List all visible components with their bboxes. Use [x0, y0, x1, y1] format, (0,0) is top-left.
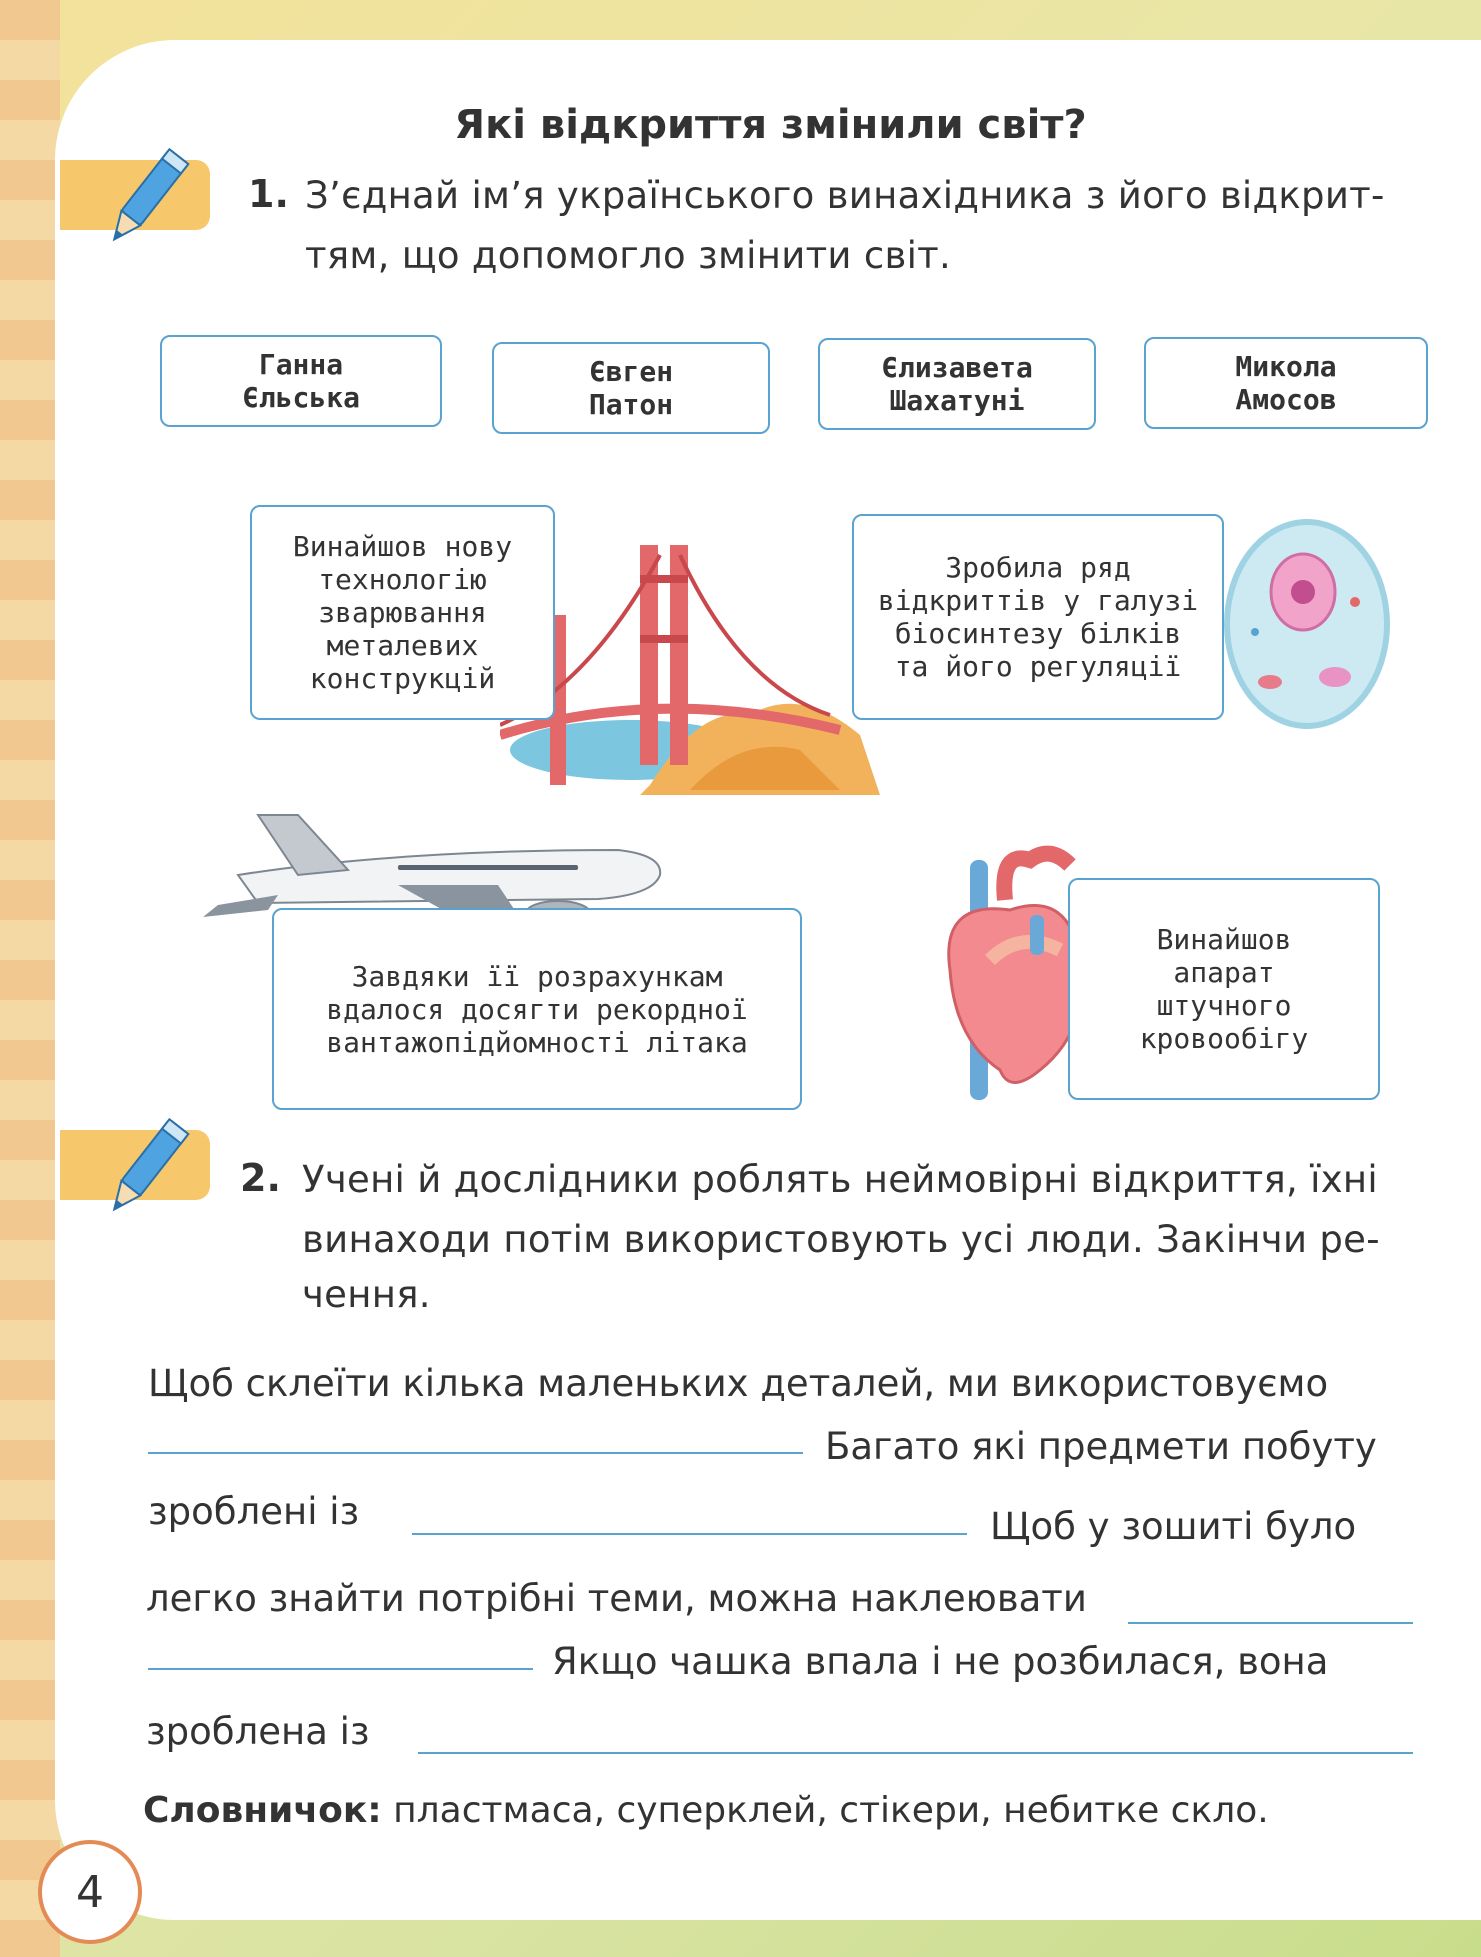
sentence-line3-start: зроблені із — [148, 1490, 360, 1533]
dictionary — [143, 1790, 1269, 1831]
name-box-yelska[interactable] — [160, 335, 442, 427]
answer-blank-5[interactable] — [418, 1752, 1413, 1754]
name-box-shakhatuni[interactable] — [818, 338, 1096, 430]
answer-blank-1[interactable] — [148, 1452, 803, 1454]
sentence-line1: Щоб склеїти кілька маленьких деталей, ми використовуємо — [148, 1362, 1329, 1405]
name-line: Євген — [588, 355, 674, 388]
task1-text-line1: З’єднай ім’я українського винахідника з його відкрит- — [305, 174, 1385, 217]
pencil-icon — [95, 140, 195, 260]
sentence-line2: Багато які предмети побуту — [825, 1425, 1377, 1468]
name-line: Єльська — [241, 381, 360, 414]
name-box-amosov[interactable] — [1144, 337, 1428, 429]
dictionary-label: Словничок: — [143, 1790, 382, 1831]
name-line: Ганна — [258, 348, 344, 381]
desc-box-aircraft[interactable]: Завдяки її розрахункам вдалося досягти рекордної вантажопідйомності літака — [272, 908, 802, 1110]
task2-text-line3: чення. — [302, 1273, 431, 1316]
page-title: Які відкриття змінили світ? — [454, 102, 1087, 148]
bridge-illustration — [500, 535, 880, 795]
name-line: Патон — [588, 388, 674, 421]
cell-illustration — [1215, 512, 1400, 737]
dictionary-words: пластмаса, суперклей, стікери, небитке скло. — [381, 1790, 1269, 1831]
answer-blank-3[interactable] — [1128, 1622, 1413, 1624]
name-line: Єлизавета — [881, 351, 1033, 384]
task1-text-line2: тям, що допомогло змінити світ. — [305, 234, 952, 277]
name-box-paton[interactable] — [492, 342, 770, 434]
desc-box-biosynthesis[interactable]: Зробила ряд відкриттів у галузі біосинтезу білків та його регуляції — [852, 514, 1224, 720]
desc-box-heart[interactable]: Винайшов апарат штучного кровообігу — [1068, 878, 1380, 1100]
sentence-line4: легко знайти потрібні теми, можна наклеювати — [146, 1577, 1087, 1620]
task1-number: 1. — [248, 172, 289, 216]
desc-box-welding[interactable]: Винайшов нову технологію зварювання металевих конструкцій — [250, 505, 555, 720]
page-number: 4 — [38, 1840, 142, 1944]
name-line: Микола — [1235, 350, 1337, 383]
name-line: Шахатуні — [889, 384, 1025, 417]
task2-text-line2: винаходи потім використовують усі люди. Закінчи ре- — [302, 1218, 1380, 1261]
sentence-line6-start: зроблена із — [146, 1710, 370, 1753]
answer-blank-4[interactable] — [148, 1668, 533, 1670]
name-line: Амосов — [1235, 383, 1337, 416]
task2-number: 2. — [240, 1156, 281, 1200]
page-edge-stripes — [0, 0, 60, 1957]
task2-text-line1: Учені й дослідники роблять неймовірні відкриття, їхні — [302, 1158, 1378, 1201]
sentence-line5: Якщо чашка впала і не розбилася, вона — [552, 1640, 1329, 1683]
answer-blank-2[interactable] — [412, 1533, 967, 1535]
sentence-line3-end: Щоб у зошиті було — [990, 1505, 1357, 1548]
pencil-icon — [95, 1110, 195, 1230]
